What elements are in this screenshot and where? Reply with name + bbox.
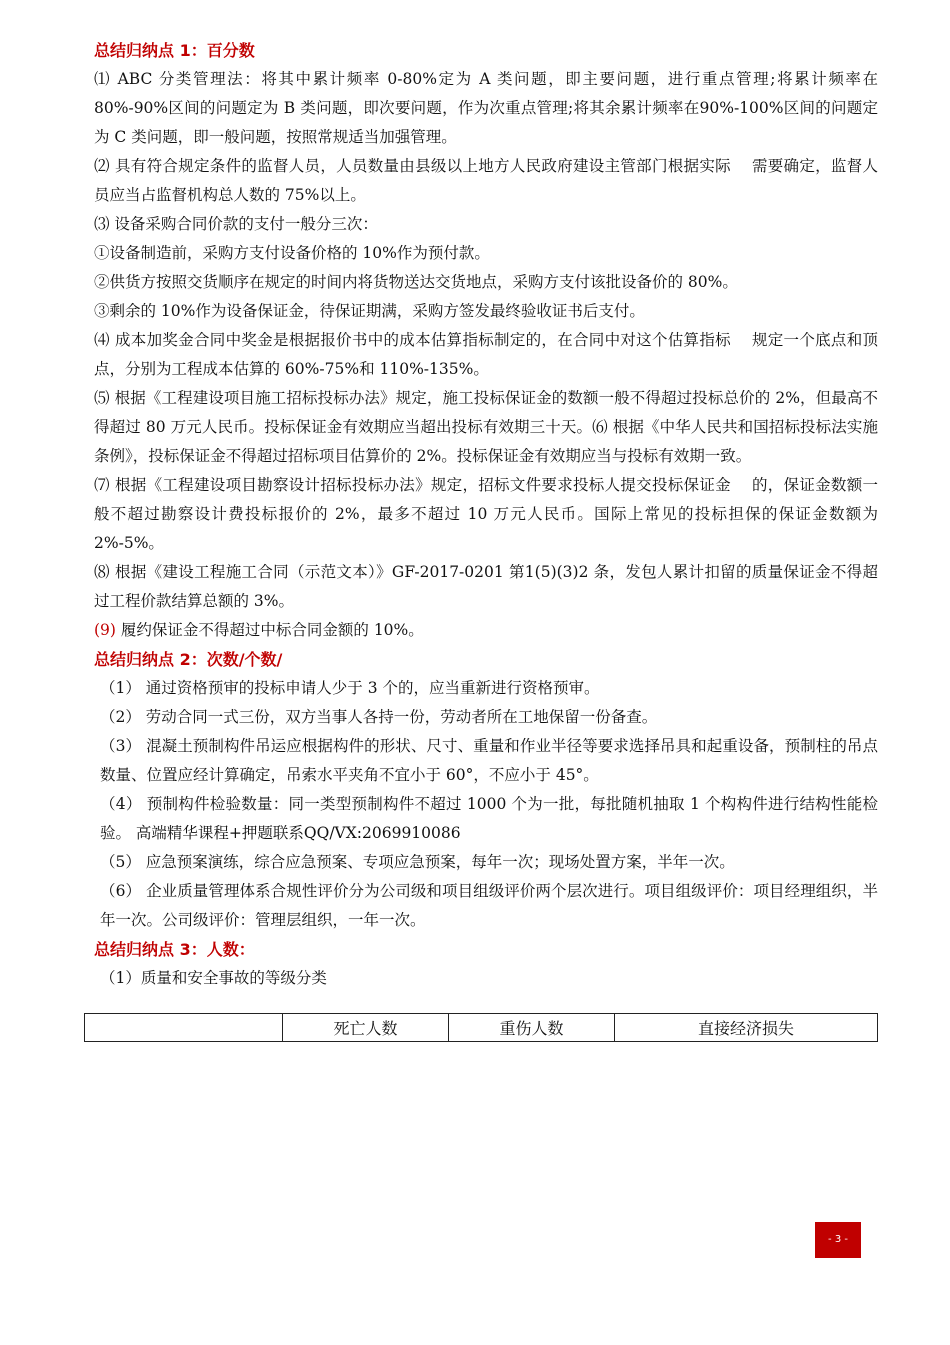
page-number-badge: - 3 -: [815, 1222, 861, 1258]
s1-item-5-6: ⑸ 根据《工程建设项目施工招标投标办法》规定，施工投标保证金的数额一般不得超过投标总价的 2%，但最高不得超过 80 万元人民币。投标保证金有效期应当超出投标有效期三十天。⑹ 根据《中华人民共和国招标投标法实施条例》，投标保证金不得超过招标项目估算价的 2%。投标保证金有效期应当与投标有效期一致。: [94, 389, 878, 465]
s1-item-7: ⑺ 根据《工程建设项目勘察设计招标投标办法》规定，招标文件要求投标人提交投标保证金 的，保证金数额一般不超过勘察设计费投标报价的 2%，最多不超过 10 万元人民币。国际上常见的投标担保的保证金数额为 2%-5%。: [94, 476, 878, 552]
s2-item-1: （1） 通过资格预审的投标申请人少于 3 个的，应当重新进行资格预审。: [100, 679, 600, 697]
s1-item-3: ⑶ 设备采购合同价款的支付一般分三次：: [94, 215, 378, 233]
table-header-serious-injuries: 重伤人数: [449, 1014, 615, 1042]
s1-item-3b: ②供货方按照交货顺序在规定的时间内将货物送达交货地点，采购方支付该批设备价的 80%。: [94, 273, 738, 291]
table-header-economic-loss: 直接经济损失: [615, 1014, 878, 1042]
s1-item-9-number: (9): [94, 621, 116, 639]
s1-item-3c: ③剩余的 10%作为设备保证金，待保证期满，采购方签发最终验收证书后支付。: [94, 302, 645, 320]
s1-item-8: ⑻ 根据《建设工程施工合同（示范文本）》GF-2017-0201 第1(5)(3)2 条，发包人累计扣留的质量保证金不得超过工程价款结算总额的 3%。: [94, 563, 878, 610]
s2-item-3: （3） 混凝土预制构件吊运应根据构件的形状、尺寸、重量和作业半径等要求选择吊具和起重设备，预制柱的吊点数量、位置应经计算确定，吊索水平夹角不宜小于 60°，不应小于 45°。: [100, 737, 878, 784]
s1-item-1: ⑴ ABC 分类管理法：将其中累计频率 0-80%定为 A 类问题，即主要问题，进行重点管理;将累计频率在 80%-90%区间的问题定为 B 类问题，即次要问题，作为次重点管理;将其余累计频率在90%-100%区间的问题定为 C 类问题，即一般问题，按照常规适当加强管理。: [94, 70, 878, 146]
s2-item-2: （2） 劳动合同一式三份，双方当事人各持一份，劳动者所在工地保留一份备查。: [100, 708, 658, 726]
section3-heading: 总结归纳点 3：人数：: [94, 940, 255, 959]
s1-item-2: ⑵ 具有符合规定条件的监督人员，人员数量由县级以上地方人民政府建设主管部门根据实际 需要确定，监督人员应当占监督机构总人数的 75%以上。: [94, 157, 878, 204]
s1-item-9-text: 履约保证金不得超过中标合同金额的 10%。: [115, 621, 424, 639]
accident-grade-table: [84, 1013, 878, 1042]
table-header-deaths: 死亡人数: [283, 1014, 449, 1042]
table-header-row: [85, 1014, 878, 1042]
document-page: [94, 36, 878, 993]
section2-heading: 总结归纳点 2：次数/个数/: [94, 650, 283, 669]
s1-item-3a: ①设备制造前，采购方支付设备价格的 10%作为预付款。: [94, 244, 490, 262]
s1-item-9: [94, 616, 878, 645]
s3-subtitle: （1）质量和安全事故的等级分类: [100, 969, 327, 987]
s1-item-4: ⑷ 成本加奖金合同中奖金是根据报价书中的成本估算指标制定的，在合同中对这个估算指标 规定一个底点和顶点，分别为工程成本估算的 60%-75%和 110%-135%。: [94, 331, 878, 378]
s2-item-6: （6） 企业质量管理体系合规性评价分为公司级和项目组级评价两个层次进行。项目组级评价：项目经理组织，半年一次。公司级评价：管理层组织，一年一次。: [100, 882, 878, 929]
s2-item-4: （4） 预制构件检验数量：同一类型预制构件不超过 1000 个为一批，每批随机抽取 1 个构构件进行结构性能检验。 高端精华课程+押题联系QQ/VX:2069910086: [100, 795, 878, 842]
table-header-cell-empty: [85, 1014, 283, 1042]
s2-item-5: （5） 应急预案演练，综合应急预案、专项应急预案，每年一次；现场处置方案，半年一次。: [100, 853, 735, 871]
section1-heading: 总结归纳点 1：百分数: [94, 41, 255, 60]
